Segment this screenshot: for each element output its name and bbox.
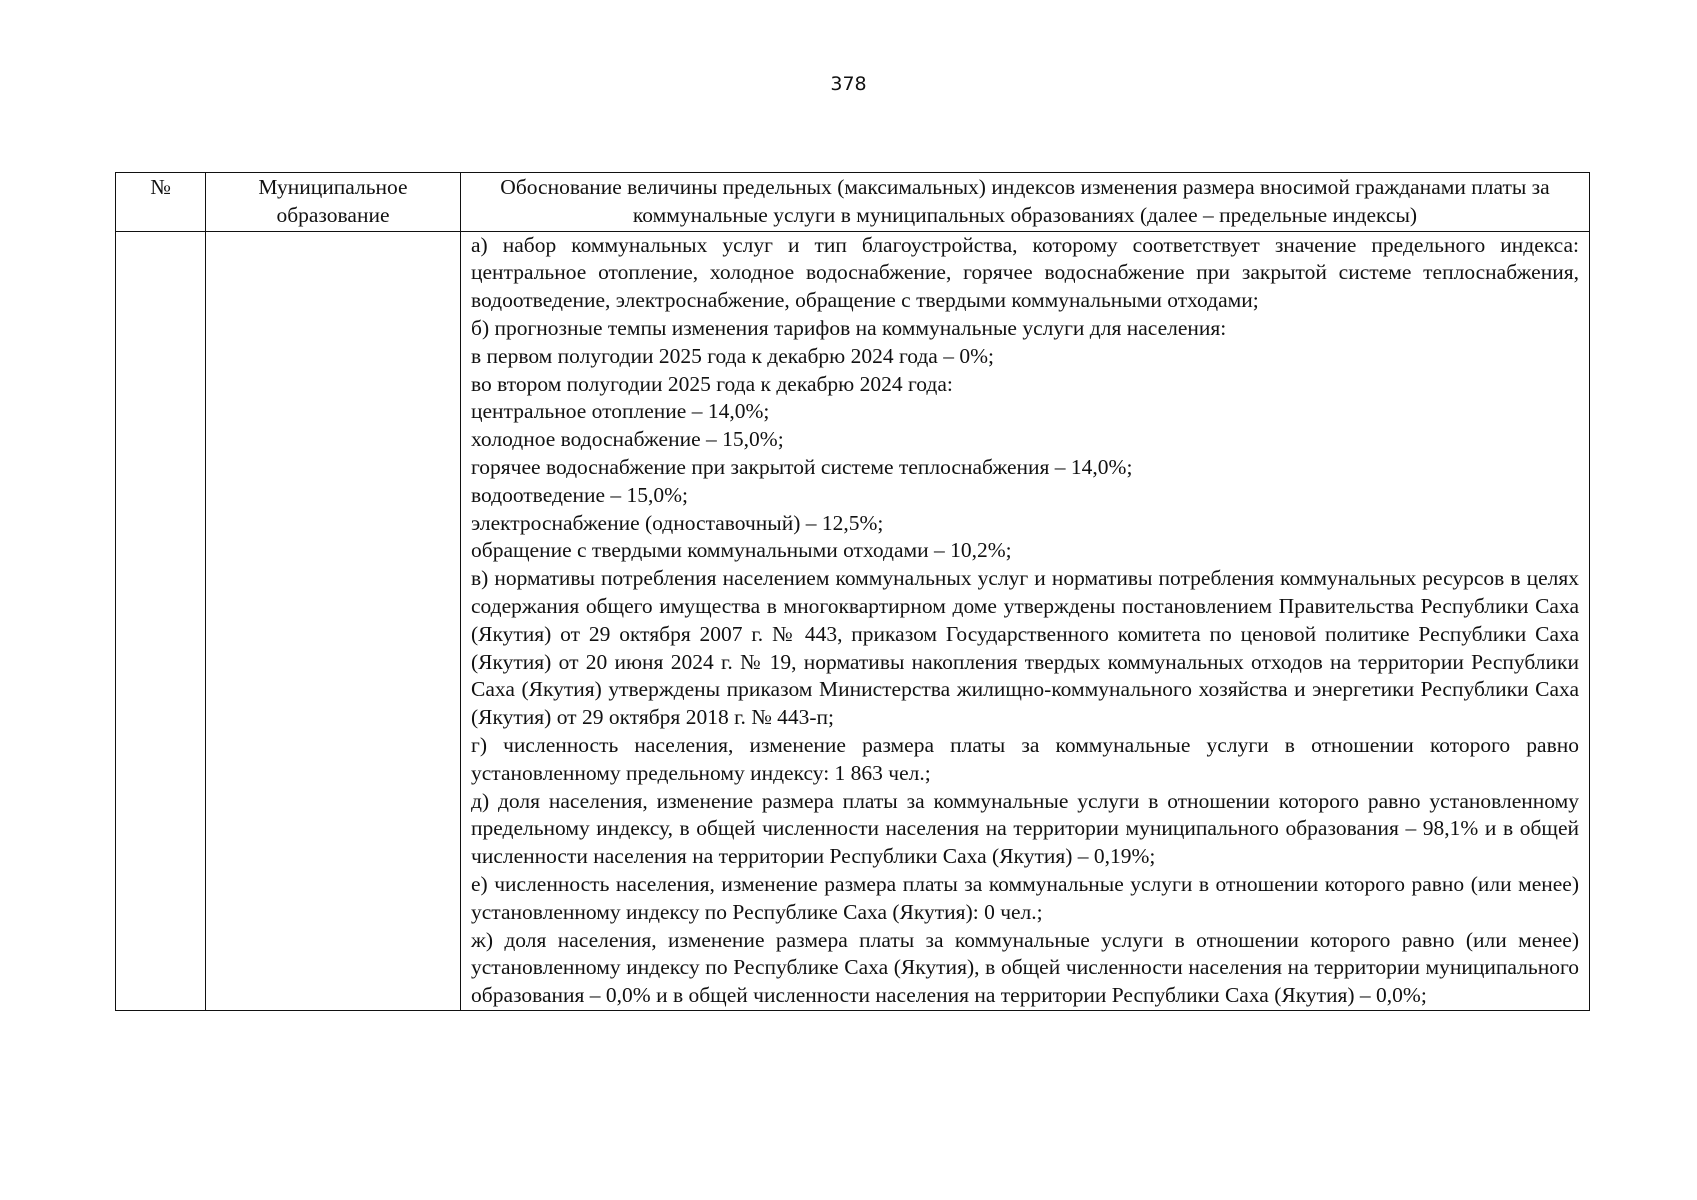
tariff-sewerage: водоотведение – 15,0%; (471, 482, 689, 507)
tariff-electricity: электроснабжение (одноставочный) – 12,5%; (471, 510, 884, 535)
paragraph-g: г) численность населения, изменение размера платы за коммунальные услуги в отношении которого равно установленному предельному индексу: 1 863 чел.; (471, 732, 1579, 785)
table-header-row (116, 173, 1590, 232)
paragraph-second-half: во втором полугодии 2025 года к декабрю 2024 года: (471, 371, 953, 396)
table-row (116, 231, 1590, 1010)
cell-number (116, 231, 206, 1010)
paragraph-b: б) прогнозные темпы изменения тарифов на коммунальные услуги для населения: (471, 315, 1227, 340)
justification-table (115, 172, 1590, 1011)
cell-municipality (206, 231, 461, 1010)
tariff-hot-water: горячее водоснабжение при закрытой системе теплоснабжения – 14,0%; (471, 454, 1133, 479)
paragraph-first-half: в первом полугодии 2025 года к декабрю 2024 года – 0%; (471, 343, 994, 368)
header-justification: Обоснование величины предельных (максимальных) индексов изменения размера вносимой гражданами платы за коммунальные услуги в муниципальных образованиях (далее – предельные индексы) (461, 173, 1590, 232)
tariff-heating: центральное отопление – 14,0%; (471, 399, 770, 424)
header-municipality: Муниципальное образование (206, 173, 461, 232)
paragraph-a: а) набор коммунальных услуг и тип благоустройства, которому соответствует значение предельного индекса: центральное отопление, холодное водоснабжение, горячее водоснабжение при закрытой системе теплоснабжения, водоотведение, электроснабжение, обращение с твердыми коммунальными отходами; (471, 232, 1579, 313)
page-number: 378 (830, 73, 867, 95)
paragraph-d: д) доля населения, изменение размера платы за коммунальные услуги в отношении которого равно установленному предельному индексу, в общей численности населения на территории муниципального образования – 98,1% и в общей численности населения на территории Республики Саха (Якутия) – 0,19%; (471, 788, 1579, 869)
cell-justification (461, 231, 1590, 1010)
paragraph-v: в) нормативы потребления населением коммунальных услуг и нормативы потребления коммунальных ресурсов в целях содержания общего имущества в многоквартирном доме утверждены постановлением Правительства Республики Саха (Якутия) от 29 октября 2007 г. № 443, приказом Государственного комитета по ценовой политике Республики Саха (Якутия) от 20 июня 2024 г. № 19, нормативы накопления твердых коммунальных отходов на территории Республики Саха (Якутия) утверждены приказом Министерства жилищно-коммунального хозяйства и энергетики Республики Саха (Якутия) от 29 октября 2018 г. № 443-п; (471, 566, 1579, 730)
tariff-cold-water: холодное водоснабжение – 15,0%; (471, 427, 784, 452)
paragraph-e: е) численность населения, изменение размера платы за коммунальные услуги в отношении которого равно (или менее) установленному индексу по Республике Саха (Якутия): 0 чел.; (471, 871, 1579, 924)
tariff-waste: обращение с твердыми коммунальными отходами – 10,2%; (471, 538, 1012, 563)
header-number: № (116, 173, 206, 232)
paragraph-zh: ж) доля населения, изменение размера платы за коммунальные услуги в отношении которого равно (или менее) установленному индексу по Республике Саха (Якутия), в общей численности населения на территории муниципального образования – 0,0% и в общей численности населения на территории Республики Саха (Якутия) – 0,0%; (471, 927, 1579, 1008)
